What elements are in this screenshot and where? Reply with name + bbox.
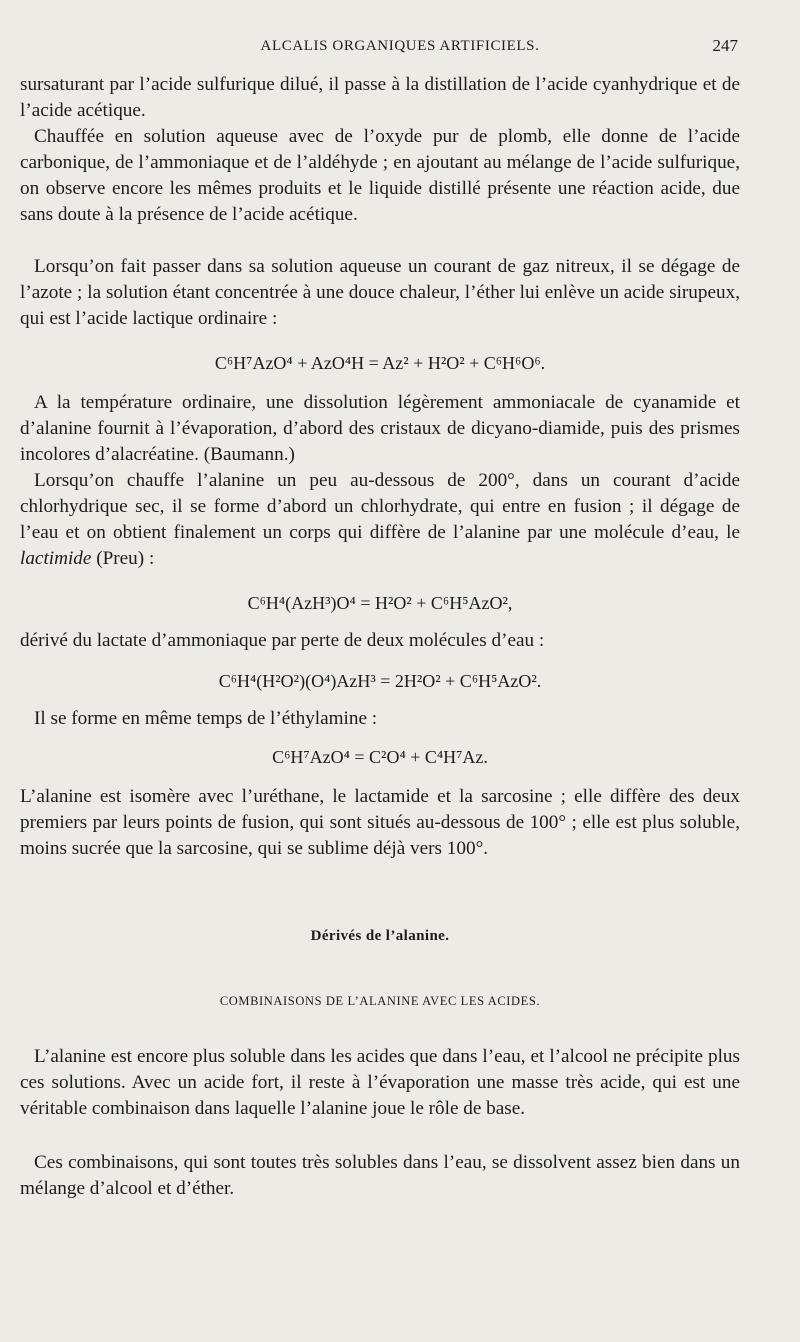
- section-title: Dérivés de l’alanine.: [310, 928, 450, 944]
- paragraph-3: Lorsqu’on fait passer dans sa solution aqueuse un courant de gaz nitreux, il se dégage de l’azote ; la solution étant concentrée à une douce chaleur, l’éther lui enlève un acide sirupeux, qui est l’acide lactique ordinaire :: [20, 256, 740, 329]
- page-number: 247: [712, 36, 738, 55]
- formula-3: C⁶H⁴(H²O²)(O⁴)AzH³ = 2H²O² + C⁶H⁵AzO².: [218, 671, 542, 691]
- paragraph-7: Il se forme en même temps de l’éthylamine :: [34, 708, 378, 729]
- paragraph-2: Chauffée en solution aqueuse avec de l’oxyde pur de plomb, elle donne de l’acide carbonique, de l’ammoniaque et de l’aldéhyde ; en ajoutant au mélange de l’acide sulfurique, on observe encore les mêmes produits et le liquide distillé présente une réaction acide, due sans doute à la présence de l’acide acétique.: [20, 126, 740, 225]
- subsection-title: COMBINAISONS DE L’ALANINE AVEC LES ACIDES.: [219, 994, 541, 1008]
- paragraph-1: sursaturant par l’acide sulfurique dilué, il passe à la distillation de l’acide cyanhydrique et de l’acide acétique.: [20, 74, 740, 121]
- paragraph-10: Ces combinaisons, qui sont toutes très solubles dans l’eau, se dissolvent assez bien dans un mélange d’alcool et d’éther.: [20, 1152, 740, 1199]
- page-header: [0, 36, 800, 60]
- lactimide-term: lactimide: [20, 548, 92, 569]
- paragraph-9: L’alanine est encore plus soluble dans les acides que dans l’eau, et l’alcool ne précipite plus ces solutions. Avec un acide fort, il reste à l’évaporation une masse très acide, qui est une véritable combinaison dans laquelle l’alanine joue le rôle de base.: [20, 1046, 740, 1119]
- formula-4: C⁶H⁷AzO⁴ = C²O⁴ + C⁴H⁷Az.: [272, 747, 488, 767]
- formula-2: C⁶H⁴(AzH³)O⁴ = H²O² + C⁶H⁵AzO²,: [247, 593, 513, 613]
- paragraph-4: A la température ordinaire, une dissolution légèrement ammoniacale de cyanamide et d’alanine fournit à l’évaporation, d’abord des cristaux de dicyano-diamide, puis des prismes incolores d’alacréatine. (Baumann.): [20, 392, 740, 465]
- running-head: ALCALIS ORGANIQUES ARTIFICIELS.: [260, 38, 540, 54]
- paragraph-6: dérivé du lactate d’ammoniaque par perte de deux molécules d’eau :: [20, 630, 545, 651]
- paragraph-8: L’alanine est isomère avec l’uréthane, le lactamide et la sarcosine ; elle diffère des deux premiers par leurs points de fusion, qui sont situés au-dessous de 100° ; elle est plus soluble, moins sucrée que la sarcosine, qui se sublime déjà vers 100°.: [20, 786, 740, 859]
- paragraph-5: Lorsqu’on chauffe l’alanine un peu au-dessous de 200°, dans un courant d’acide chlorhydrique sec, il se forme d’abord un chlorhydrate, qui entre en fusion ; il dégage de l’eau et on obtient finalement un corps qui diffère de l’alanine par une molécule d’eau, le lactimide (Preu) :: [20, 470, 740, 569]
- formula-1: C⁶H⁷AzO⁴ + AzO⁴H = Az² + H²O² + C⁶H⁶O⁶.: [214, 353, 546, 373]
